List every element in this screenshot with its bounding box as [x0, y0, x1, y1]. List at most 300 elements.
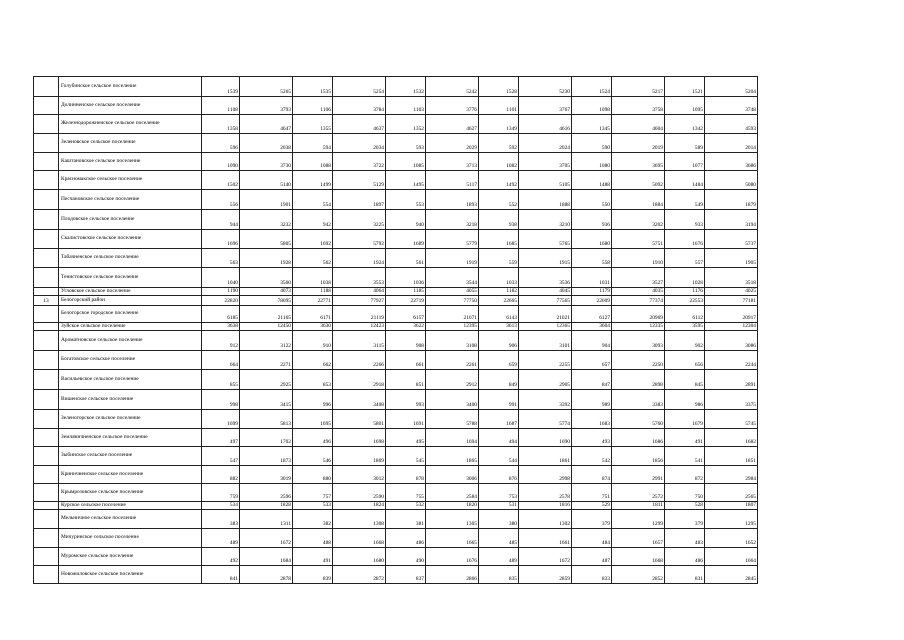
- value-cell: 21071: [426, 306, 479, 323]
- value-cell: 1682: [705, 429, 758, 447]
- row-number-cell: [34, 410, 59, 429]
- value-cell: 759: [202, 484, 240, 502]
- value-cell: 986: [665, 390, 705, 410]
- value-cell: 3595: [665, 323, 705, 331]
- value-cell: 3415: [240, 390, 293, 410]
- table-row: [34, 331, 758, 351]
- table-row: [34, 97, 758, 115]
- value-cell: 2852: [612, 566, 665, 584]
- table-row: [34, 171, 758, 190]
- value-cell: 1295: [705, 510, 758, 529]
- value-cell: 991: [479, 390, 519, 410]
- value-cell: 1299: [612, 510, 665, 529]
- row-number-cell: [34, 466, 59, 484]
- value-cell: 532: [386, 502, 426, 510]
- value-cell: 5751: [612, 230, 665, 249]
- value-cell: 4627: [426, 115, 479, 134]
- value-cell: 547: [202, 447, 240, 466]
- row-number-cell: [34, 566, 59, 584]
- value-cell: 4045: [519, 288, 572, 296]
- value-cell: 2878: [240, 566, 293, 584]
- value-cell: 998: [202, 390, 240, 410]
- value-cell: 4035: [612, 288, 665, 296]
- value-cell: 1691: [386, 410, 426, 429]
- value-cell: 753: [479, 484, 519, 502]
- value-cell: 5129: [333, 171, 386, 190]
- value-cell: 2578: [519, 484, 572, 502]
- value-cell: 3101: [519, 331, 572, 351]
- row-number-cell: [34, 370, 59, 390]
- value-cell: 3776: [426, 97, 479, 115]
- value-cell: 1028: [665, 268, 705, 288]
- value-cell: 904: [572, 331, 612, 351]
- settlement-name-cell: Васильевское сельское поселение: [59, 370, 202, 390]
- value-cell: 531: [479, 502, 519, 510]
- value-cell: 4647: [240, 115, 293, 134]
- value-cell: 5779: [426, 230, 479, 249]
- table-row: [34, 306, 758, 323]
- settlement-name-cell: Красномакское сельское поселение: [59, 171, 202, 190]
- value-cell: 491: [665, 429, 705, 447]
- value-cell: 381: [386, 510, 426, 529]
- value-cell: 382: [293, 510, 333, 529]
- value-cell: 485: [479, 529, 519, 548]
- value-cell: 528: [665, 502, 705, 510]
- value-cell: 12450: [240, 323, 293, 331]
- value-cell: 3232: [240, 210, 293, 230]
- value-cell: 3122: [240, 331, 293, 351]
- value-cell: 1686: [612, 429, 665, 447]
- settlement-name-cell: Табачненское сельское поселение: [59, 249, 202, 268]
- value-cell: 1679: [665, 410, 705, 429]
- value-cell: 489: [479, 548, 519, 566]
- settlement-name-cell: Голубинское сельское поселение: [59, 77, 202, 97]
- value-cell: 906: [479, 331, 519, 351]
- value-cell: 3518: [705, 268, 758, 288]
- settlement-name-cell: Зуйское сельское поселение: [59, 323, 202, 331]
- value-cell: 664: [202, 351, 240, 370]
- value-cell: 5265: [240, 77, 293, 97]
- value-cell: 497: [202, 429, 240, 447]
- value-cell: 940: [386, 210, 426, 230]
- settlement-name-cell: Тенистовское сельское поселение: [59, 268, 202, 288]
- value-cell: 12365: [519, 323, 572, 331]
- value-cell: 1308: [333, 510, 386, 529]
- settlement-name-cell: Курское сельское поселение: [59, 502, 202, 510]
- value-cell: 4025: [705, 288, 758, 296]
- value-cell: 3392: [519, 390, 572, 410]
- value-cell: 1088: [293, 153, 333, 171]
- value-cell: 3527: [612, 268, 665, 288]
- value-cell: 1851: [705, 447, 758, 466]
- value-cell: 1699: [202, 410, 240, 429]
- value-cell: 3630: [293, 323, 333, 331]
- row-number-cell: [34, 230, 59, 249]
- value-cell: 5765: [519, 230, 572, 249]
- value-cell: 3713: [426, 153, 479, 171]
- value-cell: 77374: [612, 296, 665, 306]
- value-cell: 3210: [519, 210, 572, 230]
- value-cell: 2029: [426, 134, 479, 153]
- value-cell: 839: [293, 566, 333, 584]
- value-cell: 996: [293, 390, 333, 410]
- value-cell: 1692: [293, 230, 333, 249]
- value-cell: 880: [293, 466, 333, 484]
- settlement-name-cell: Зеленовское сельское поселение: [59, 134, 202, 153]
- settlement-name-cell: Земляничненское сельское поселение: [59, 429, 202, 447]
- table-row: [34, 115, 758, 134]
- value-cell: 20969: [612, 306, 665, 323]
- value-cell: 22771: [293, 296, 333, 306]
- value-cell: 3638: [202, 323, 240, 331]
- value-cell: 553: [386, 190, 426, 210]
- value-cell: 2271: [240, 351, 293, 370]
- value-cell: 3686: [705, 153, 758, 171]
- table-row: [34, 502, 758, 510]
- table-row: [34, 134, 758, 153]
- value-cell: 5217: [612, 77, 665, 97]
- settlement-name-cell: Каштановское сельское поселение: [59, 153, 202, 171]
- value-cell: 933: [665, 210, 705, 230]
- value-cell: 484: [572, 529, 612, 548]
- value-cell: 1915: [519, 249, 572, 268]
- value-cell: 1683: [572, 410, 612, 429]
- value-cell: 590: [572, 134, 612, 153]
- value-cell: 22553: [665, 296, 705, 306]
- value-cell: 6127: [572, 306, 612, 323]
- value-cell: 5805: [240, 230, 293, 249]
- value-cell: 3536: [519, 268, 572, 288]
- settlement-name-cell: Муромское сельское поселение: [59, 548, 202, 566]
- value-cell: 542: [572, 447, 612, 466]
- value-cell: 3086: [705, 331, 758, 351]
- value-cell: 4055: [426, 288, 479, 296]
- value-cell: 1082: [479, 153, 519, 171]
- settlement-name-cell: Ароматновское сельское поселение: [59, 331, 202, 351]
- value-cell: 1879: [705, 190, 758, 210]
- value-cell: 2918: [333, 370, 386, 390]
- settlement-name-cell: Богатовское сельское поселение: [59, 351, 202, 370]
- value-cell: 1077: [665, 153, 705, 171]
- value-cell: 757: [293, 484, 333, 502]
- value-cell: 561: [386, 249, 426, 268]
- value-cell: 853: [293, 370, 333, 390]
- row-number-cell: [34, 288, 59, 296]
- data-table: [33, 76, 758, 584]
- value-cell: 659: [479, 351, 519, 370]
- value-cell: 1095: [665, 97, 705, 115]
- value-cell: 1897: [333, 190, 386, 210]
- value-cell: 5792: [333, 230, 386, 249]
- value-cell: 557: [665, 249, 705, 268]
- value-cell: 596: [202, 134, 240, 153]
- value-cell: 847: [572, 370, 612, 390]
- value-cell: 882: [202, 466, 240, 484]
- settlement-name-cell: Железнодорожненское сельское поселение: [59, 115, 202, 134]
- value-cell: 1905: [705, 249, 758, 268]
- settlement-name-cell: Вишенское сельское поселение: [59, 390, 202, 410]
- value-cell: 3722: [333, 153, 386, 171]
- value-cell: 2872: [333, 566, 386, 584]
- value-cell: 1695: [293, 410, 333, 429]
- value-cell: 1528: [479, 77, 519, 97]
- value-cell: 1807: [705, 502, 758, 510]
- table-row: [34, 268, 758, 288]
- value-cell: 1824: [333, 502, 386, 510]
- value-cell: 4637: [333, 115, 386, 134]
- value-cell: 938: [479, 210, 519, 230]
- value-cell: 3408: [333, 390, 386, 410]
- value-cell: 2891: [705, 370, 758, 390]
- row-number-cell: [34, 429, 59, 447]
- value-cell: 874: [572, 466, 612, 484]
- value-cell: 4593: [705, 115, 758, 134]
- value-cell: 872: [665, 466, 705, 484]
- value-cell: 558: [572, 249, 612, 268]
- value-cell: 2845: [705, 566, 758, 584]
- value-cell: 1816: [519, 502, 572, 510]
- value-cell: 12395: [426, 323, 479, 331]
- value-cell: 534: [202, 502, 240, 510]
- row-number-cell: [34, 77, 59, 97]
- value-cell: 1188: [293, 288, 333, 296]
- value-cell: 1182: [479, 288, 519, 296]
- value-cell: 22719: [386, 296, 426, 306]
- value-cell: 5737: [705, 230, 758, 249]
- value-cell: 3758: [612, 97, 665, 115]
- value-cell: 486: [386, 529, 426, 548]
- value-cell: 483: [665, 529, 705, 548]
- value-cell: 1676: [665, 230, 705, 249]
- value-cell: 1185: [386, 288, 426, 296]
- value-cell: 2596: [240, 484, 293, 502]
- value-cell: 902: [665, 331, 705, 351]
- value-cell: 1684: [240, 548, 293, 566]
- value-cell: 546: [293, 447, 333, 466]
- row-number-cell: [34, 510, 59, 529]
- row-number-cell: [34, 249, 59, 268]
- value-cell: 878: [386, 466, 426, 484]
- value-cell: 5092: [612, 171, 665, 190]
- value-cell: 1176: [665, 288, 705, 296]
- value-cell: 1865: [426, 447, 479, 466]
- value-cell: 989: [572, 390, 612, 410]
- value-cell: 2250: [612, 351, 665, 370]
- value-cell: 77750: [426, 296, 479, 306]
- value-cell: 5788: [426, 410, 479, 429]
- value-cell: 20917: [705, 306, 758, 323]
- value-cell: 849: [479, 370, 519, 390]
- value-cell: 1924: [333, 249, 386, 268]
- value-cell: 4064: [333, 288, 386, 296]
- value-cell: 5117: [426, 171, 479, 190]
- row-number-cell: [34, 502, 59, 510]
- value-cell: 5801: [333, 410, 386, 429]
- value-cell: 1499: [293, 171, 333, 190]
- value-cell: 1698: [333, 429, 386, 447]
- table-row: [34, 410, 758, 429]
- table-row: [34, 230, 758, 249]
- value-cell: 541: [665, 447, 705, 466]
- value-cell: 1103: [386, 97, 426, 115]
- value-cell: 2034: [333, 134, 386, 153]
- value-cell: 1106: [293, 97, 333, 115]
- value-cell: 552: [479, 190, 519, 210]
- value-cell: 5760: [612, 410, 665, 429]
- value-cell: 1085: [386, 153, 426, 171]
- value-cell: 1302: [519, 510, 572, 529]
- value-cell: 2565: [705, 484, 758, 502]
- table-row: [34, 447, 758, 466]
- value-cell: 1036: [386, 268, 426, 288]
- value-cell: 2014: [705, 134, 758, 153]
- value-cell: 1888: [519, 190, 572, 210]
- value-cell: 3218: [426, 210, 479, 230]
- value-cell: 1101: [479, 97, 519, 115]
- value-cell: 1342: [665, 115, 705, 134]
- value-cell: 21119: [333, 306, 386, 323]
- value-cell: 1680: [572, 230, 612, 249]
- value-cell: 1694: [426, 429, 479, 447]
- value-cell: 1676: [426, 548, 479, 566]
- table-row: [34, 190, 758, 210]
- value-cell: 1080: [572, 153, 612, 171]
- row-number-cell: [34, 171, 59, 190]
- settlement-name-cell: Угловское сельское поселение: [59, 288, 202, 296]
- value-cell: 2912: [426, 370, 479, 390]
- table-row: [34, 566, 758, 584]
- settlement-name-cell: Новожиловское сельское поселение: [59, 566, 202, 584]
- value-cell: 2019: [612, 134, 665, 153]
- value-cell: 1652: [705, 529, 758, 548]
- value-cell: 21021: [519, 306, 572, 323]
- value-cell: 4616: [519, 115, 572, 134]
- value-cell: 845: [665, 370, 705, 390]
- value-cell: 5254: [333, 77, 386, 97]
- value-cell: 1033: [479, 268, 519, 288]
- value-cell: 496: [293, 429, 333, 447]
- value-cell: 1090: [202, 153, 240, 171]
- table-row: [34, 466, 758, 484]
- value-cell: 2925: [240, 370, 293, 390]
- row-number-cell: [34, 390, 59, 410]
- value-cell: 559: [479, 249, 519, 268]
- value-cell: 1689: [386, 230, 426, 249]
- value-cell: 1668: [612, 548, 665, 566]
- value-cell: 942: [293, 210, 333, 230]
- table-row: [34, 390, 758, 410]
- value-cell: 833: [572, 566, 612, 584]
- value-cell: 5105: [519, 171, 572, 190]
- value-cell: 493: [572, 429, 612, 447]
- value-cell: 855: [202, 370, 240, 390]
- table-row: [34, 323, 758, 331]
- value-cell: 851: [386, 370, 426, 390]
- value-cell: 1311: [240, 510, 293, 529]
- value-cell: 6143: [479, 306, 519, 323]
- row-number-cell: [34, 115, 59, 134]
- table-row: [34, 484, 758, 502]
- value-cell: 1861: [519, 447, 572, 466]
- value-cell: 2266: [333, 351, 386, 370]
- value-cell: 1690: [519, 429, 572, 447]
- value-cell: 556: [202, 190, 240, 210]
- value-cell: 661: [386, 351, 426, 370]
- row-number-cell: [34, 351, 59, 370]
- value-cell: 589: [665, 134, 705, 153]
- settlement-name-cell: Скалистовское сельское поселение: [59, 230, 202, 249]
- value-cell: 2905: [519, 370, 572, 390]
- row-number-cell: [34, 331, 59, 351]
- row-number-cell: 13: [34, 296, 59, 306]
- row-number-cell: [34, 323, 59, 331]
- value-cell: 750: [665, 484, 705, 502]
- settlement-name-cell: Криничненское сельское поселение: [59, 466, 202, 484]
- value-cell: 2244: [705, 351, 758, 370]
- value-cell: 1910: [612, 249, 665, 268]
- value-cell: 2024: [519, 134, 572, 153]
- value-cell: 2584: [426, 484, 479, 502]
- value-cell: 529: [572, 502, 612, 510]
- value-cell: 657: [572, 351, 612, 370]
- settlement-name-cell: Песчановское сельское поселение: [59, 190, 202, 210]
- value-cell: 3613: [479, 323, 519, 331]
- value-cell: 3767: [519, 97, 572, 115]
- value-cell: 3784: [333, 97, 386, 115]
- value-cell: 21165: [240, 306, 293, 323]
- value-cell: 1696: [202, 230, 240, 249]
- row-number-cell: [34, 134, 59, 153]
- value-cell: 1349: [479, 115, 519, 134]
- value-cell: 5204: [705, 77, 758, 97]
- value-cell: 379: [572, 510, 612, 529]
- value-cell: 910: [293, 331, 333, 351]
- value-cell: 494: [479, 429, 519, 447]
- row-number-cell: [34, 97, 59, 115]
- table-row: [34, 153, 758, 171]
- value-cell: 383: [202, 510, 240, 529]
- value-cell: 2984: [705, 466, 758, 484]
- value-cell: 22820: [202, 296, 240, 306]
- value-cell: 12304: [705, 323, 758, 331]
- value-cell: 662: [293, 351, 333, 370]
- value-cell: 562: [293, 249, 333, 268]
- value-cell: 1869: [333, 447, 386, 466]
- value-cell: 4604: [612, 115, 665, 134]
- value-cell: 2038: [240, 134, 293, 153]
- settlement-name-cell: Зеленогорское сельское поселение: [59, 410, 202, 429]
- value-cell: 490: [386, 548, 426, 566]
- value-cell: 3225: [333, 210, 386, 230]
- value-cell: 3793: [240, 97, 293, 115]
- settlement-name-cell: Зыбинское сельское поселение: [59, 447, 202, 466]
- value-cell: 380: [479, 510, 519, 529]
- value-cell: 486: [665, 548, 705, 566]
- value-cell: 837: [386, 566, 426, 584]
- value-cell: 3604: [572, 323, 612, 331]
- value-cell: 656: [665, 351, 705, 370]
- value-cell: 2261: [426, 351, 479, 370]
- value-cell: 2572: [612, 484, 665, 502]
- value-cell: 1856: [612, 447, 665, 466]
- value-cell: 3553: [333, 268, 386, 288]
- row-number-cell: [34, 190, 59, 210]
- row-number-cell: [34, 447, 59, 466]
- table-row: [34, 429, 758, 447]
- table-row: [34, 510, 758, 529]
- value-cell: 1811: [612, 502, 665, 510]
- value-cell: 3019: [240, 466, 293, 484]
